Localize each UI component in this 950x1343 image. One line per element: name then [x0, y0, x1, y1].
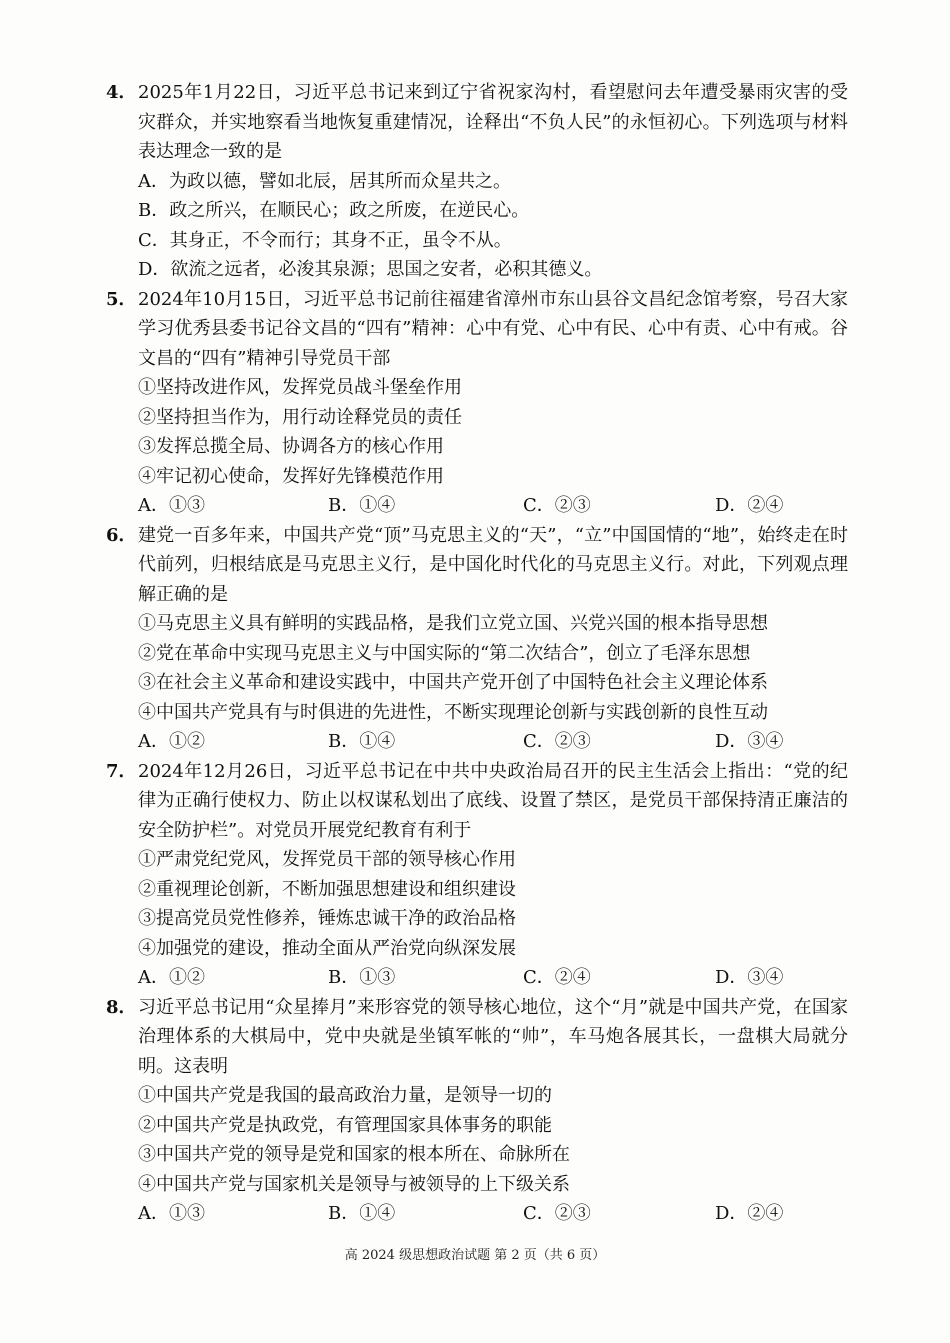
question-7 [106, 757, 848, 993]
question-list [106, 78, 848, 1229]
question-6 [106, 521, 848, 757]
question-number: 5． [106, 288, 137, 310]
option-c: C．其身正，不令而行；其身不正，虽令不从。 [138, 229, 512, 251]
answer-a: A．①② [138, 967, 205, 988]
answer-choices [138, 491, 848, 521]
statement-1: ①坚持改进作风，发挥党员战斗堡垒作用 [138, 377, 462, 398]
question-5 [106, 285, 848, 521]
question-number: 6． [106, 524, 137, 546]
answer-c: C．②③ [523, 731, 591, 752]
statement-2: ②坚持担当作为，用行动诠释党员的责任 [138, 406, 462, 428]
question-stem: 2024年12月26日，习近平总书记在中共中央政治局召开的民主生活会上指出：“党的纪律为正确行使权力、防止以权谋私划出了底线、设置了禁区，是党员干部保持清正廉洁的安全防护栏”。对党员开展党纪教育有利于 [138, 760, 848, 841]
answer-choices [138, 1199, 848, 1229]
question-stem: 2024年10月15日，习近平总书记前往福建省漳州市东山县谷文昌纪念馆考察，号召大家学习优秀县委书记谷文昌的“四有”精神：心中有党、心中有民、心中有责、心中有戒。谷文昌的“四有”精神引导党员干部 [138, 288, 848, 369]
answer-c: C．②③ [523, 495, 591, 516]
answer-d: D．②④ [715, 1203, 784, 1224]
answer-a: A．①② [138, 731, 205, 752]
statement-1: ①严肃党纪党风，发挥党员干部的领导核心作用 [138, 849, 516, 870]
question-number: 7． [106, 760, 137, 782]
statement-2: ②中国共产党是执政党，有管理国家具体事务的职能 [138, 1114, 552, 1136]
statement-4: ④牢记初心使命，发挥好先锋模范作用 [138, 465, 444, 487]
option-a: A．为政以德，譬如北辰，居其所而众星共之。 [138, 170, 511, 192]
answer-b: B．①③ [328, 967, 396, 988]
question-stem: 习近平总书记用“众星捧月”来形容党的领导核心地位，这个“月”就是中国共产党，在国家治理体系的大棋局中，党中央就是坐镇军帐的“帅”，车马炮各展其长，一盘棋大局就分明。这表明 [138, 996, 848, 1077]
option-d: D．欲流之远者，必浚其泉源；思国之安者，必积其德义。 [138, 259, 603, 280]
question-number: 4． [106, 82, 137, 103]
statement-4: ④中国共产党具有与时俱进的先进性，不断实现理论创新与实践创新的良性互动 [138, 701, 768, 723]
answer-a: A．①③ [138, 495, 205, 516]
question-stem: 建党一百多年来，中国共产党“顶”马克思主义的“天”，“立”中国国情的“地”，始终走在时代前列，归根结底是马克思主义行，是中国化时代化的马克思主义行。对此，下列观点理解正确的是 [138, 524, 848, 605]
question-8 [106, 993, 848, 1229]
page-footer: 高 2024 级思想政治试题 第 2 页（共 6 页） [344, 1248, 606, 1263]
answer-a: A．①③ [138, 1203, 205, 1224]
answer-c: C．②④ [523, 967, 591, 988]
answer-d: D．③④ [715, 731, 784, 752]
statement-4: ④加强党的建设，推动全面从严治党向纵深发展 [138, 937, 516, 959]
answer-d: D．③④ [715, 967, 784, 988]
answer-choices [138, 727, 848, 757]
option-b: B．政之所兴，在顺民心；政之所废，在逆民心。 [138, 200, 530, 221]
answer-b: B．①④ [328, 731, 396, 752]
question-stem: 2025年1月22日，习近平总书记来到辽宁省祝家沟村，看望慰问去年遭受暴雨灾害的受灾群众，并实地察看当地恢复重建情况，诠释出“不负人民”的永恒初心。下列选项与材料表达理念一致的是 [138, 82, 848, 162]
statement-4: ④中国共产党与国家机关是领导与被领导的上下级关系 [138, 1173, 570, 1195]
answer-d: D．②④ [715, 495, 784, 516]
statement-2: ②重视理论创新，不断加强思想建设和组织建设 [138, 878, 516, 900]
answer-b: B．①④ [328, 1203, 396, 1224]
question-4 [106, 78, 848, 285]
statement-3: ③提高党员党性修养，锤炼忠诚干净的政治品格 [138, 908, 516, 929]
statement-1: ①中国共产党是我国的最高政治力量，是领导一切的 [138, 1085, 552, 1106]
statement-3: ③在社会主义革命和建设实践中，中国共产党开创了中国特色社会主义理论体系 [138, 672, 768, 693]
answer-b: B．①④ [328, 495, 396, 516]
statement-3: ③发挥总揽全局、协调各方的核心作用 [138, 436, 444, 457]
statement-2: ②党在革命中实现马克思主义与中国实际的“第二次结合”，创立了毛泽东思想 [138, 642, 751, 664]
question-number: 8． [106, 996, 137, 1018]
answer-choices [138, 963, 848, 993]
statement-3: ③中国共产党的领导是党和国家的根本所在、命脉所在 [138, 1144, 570, 1165]
answer-c: C．②③ [523, 1203, 591, 1224]
statement-1: ①马克思主义具有鲜明的实践品格，是我们立党立国、兴党兴国的根本指导思想 [138, 613, 768, 634]
